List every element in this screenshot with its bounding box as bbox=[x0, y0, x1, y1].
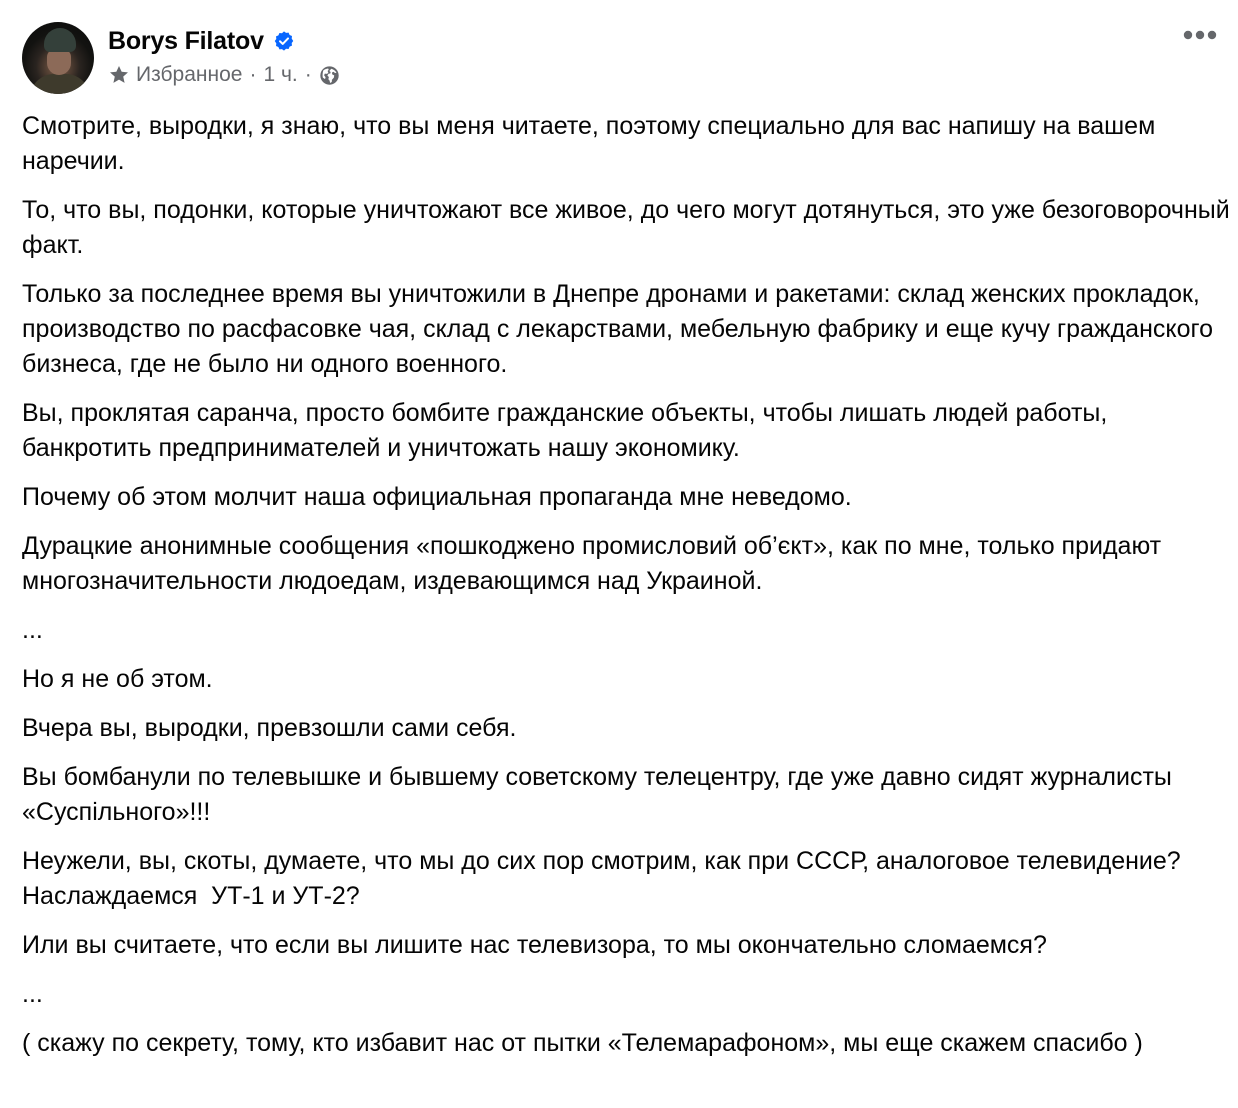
more-options-button[interactable] bbox=[1180, 18, 1220, 52]
audience-label[interactable]: Избранное bbox=[136, 63, 243, 86]
post-paragraph: Вы бомбанули по телевышке и бывшему советскому телецентру, где уже давно сидят журналисты «Суспільного»!!! bbox=[22, 763, 1179, 826]
post-paragraph: Вы, проклятая саранча, просто бомбите гражданские объекты, чтобы лишать людей работы, банкротить предпринимателей и уничтожать нашу экономику. bbox=[22, 399, 1115, 462]
post-paragraph: Но я не об этом. bbox=[22, 665, 213, 693]
verified-badge-icon bbox=[273, 30, 295, 52]
author-row bbox=[108, 23, 340, 59]
post-header bbox=[22, 22, 1238, 96]
author-avatar[interactable] bbox=[22, 22, 94, 94]
post-paragraph: То, что вы, подонки, которые уничтожают все живое, до чего могут дотянуться, это уже безоговорочный факт. bbox=[22, 196, 1237, 259]
meta-separator: · bbox=[249, 63, 257, 86]
post-paragraph: Неужели, вы, скоты, думаете, что мы до сих пор смотрим, как при СССР, аналоговое телевидение? Наслаждаемся УТ-1 и УТ-2? bbox=[22, 847, 1188, 910]
avatar-coat bbox=[30, 74, 90, 94]
meta-separator: · bbox=[304, 63, 312, 86]
more-options-icon bbox=[1183, 30, 1217, 40]
post-paragraph: Только за последнее время вы уничтожили в Днепре дронами и ракетами: склад женских прокладок, производство по расфасовке чая, склад с лекарствами, мебельную фабрику и еще кучу гражданского бизнеса, где не было ни одного военного. bbox=[22, 280, 1220, 378]
post-paragraph: ... bbox=[22, 616, 43, 644]
post-meta bbox=[108, 60, 340, 90]
post-paragraph: Почему об этом молчит наша официальная пропаганда мне неведомо. bbox=[22, 483, 852, 511]
post-paragraph: ( скажу по секрету, тому, кто избавит нас от пытки «Телемарафоном», мы еще скажем спасибо ) bbox=[22, 1029, 1143, 1057]
post-paragraph: Вчера вы, выродки, превзошли сами себя. bbox=[22, 714, 517, 742]
post-paragraph: ... bbox=[22, 980, 43, 1008]
post-text bbox=[22, 109, 1236, 1075]
post-paragraph: Или вы считаете, что если вы лишите нас телевизора, то мы окончательно сломаемся? bbox=[22, 931, 1047, 959]
avatar-hat bbox=[44, 28, 76, 52]
avatar-face bbox=[47, 49, 71, 75]
star-icon bbox=[108, 64, 130, 86]
author-name-link[interactable]: Borys Filatov bbox=[108, 26, 264, 55]
header-text bbox=[108, 22, 340, 90]
globe-icon[interactable] bbox=[319, 65, 340, 86]
post-paragraph: Смотрите, выродки, я знаю, что вы меня читаете, поэтому специально для вас напишу на вашем наречии. bbox=[22, 112, 1163, 175]
post-paragraph: Дурацкие анонимные сообщения «пошкоджено промисловий об’єкт», как по мне, только придают многозначительности людоедам, издевающимся над Украиной. bbox=[22, 532, 1169, 595]
post-timestamp[interactable]: 1 ч. bbox=[263, 63, 298, 86]
